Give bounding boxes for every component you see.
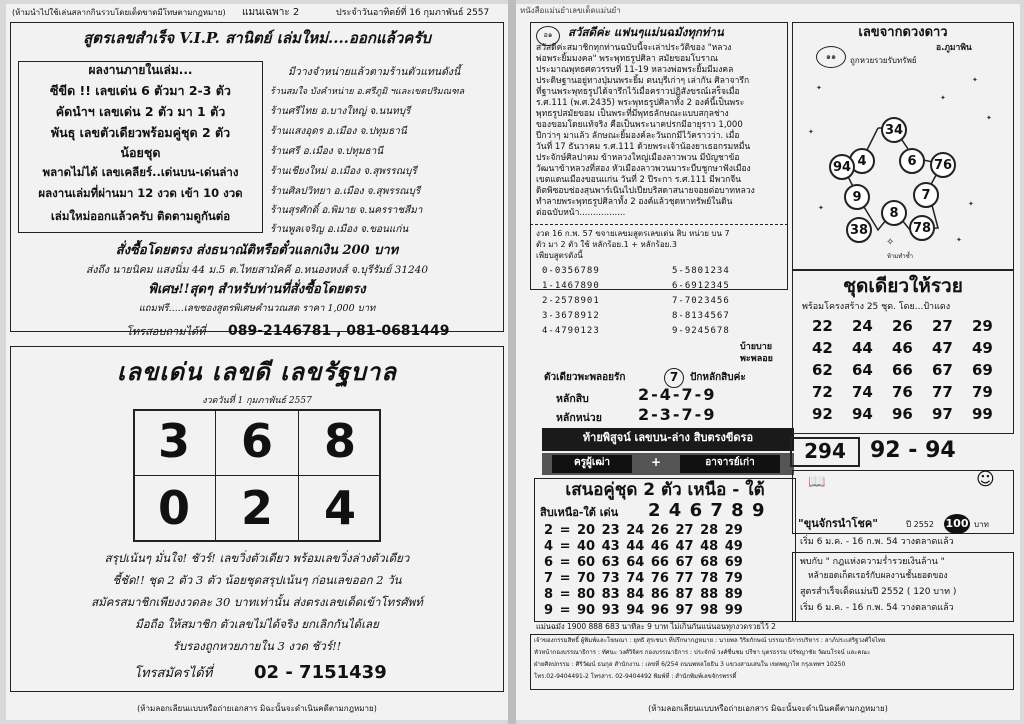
set-number: 42	[812, 339, 833, 357]
credits-line: หัวหน้ากองบรรณาธิการ : ทัศนะ วงศ์วิจิตร กองบรรณาธิการ : ประจักษ์ วงศ์ชื่นชม ปรีชา บุตรธรรม ปรัชญาชัย วัฒนโรจน์ และคณะ	[534, 649, 871, 656]
star-number: 8	[881, 200, 907, 226]
book-title: "ขุนจักรนำโชค"	[798, 517, 878, 530]
sparkle-icon: ✦	[818, 204, 824, 212]
article-line: ร.ศ.111 (พ.ศ.2435) พระพุทธรูปศิลาทั้ง 2 องค์นี้เป็นพระ	[536, 98, 745, 108]
set-number: 97	[932, 405, 953, 423]
tens-value: 2-4-7-9	[638, 385, 717, 404]
contact-label: โทรสอบถามได้ที่	[126, 325, 206, 338]
star-number: 4	[849, 148, 875, 174]
article-line: ปีกว่าๆ มาแล้ว ลักษณะยิ้มองค์ละวันถกมีไว้คราวว่า. เมื่อ	[536, 131, 740, 141]
set-number: 62	[812, 361, 833, 379]
page-gutter	[508, 0, 516, 724]
shop-item: ร้านศรีไทย อ.บางใหญ่ จ.นนทบุรี	[270, 106, 411, 117]
sparkle-icon: ✦	[986, 114, 992, 122]
pair-row: 7 = 70 73 74 76 77 78 79	[544, 571, 743, 586]
left-header-title: แมนเฉพาะ 2	[242, 7, 300, 18]
right-footer: (ห้ามลอกเลียนแบบหรือถ่ายเอกสาร มิฉะนั้นจะดำเนินคดีตามกฎหมาย)	[648, 704, 888, 713]
set-number: 72	[812, 383, 833, 401]
shop-item: ร้านเชียงใหม่ อ.เมือง จ.สุพรรณบุรี	[270, 166, 417, 177]
sparkle-icon: ✦	[972, 76, 978, 84]
left-footer: (ห้ามลอกเลียนแบบหรือถ่ายเอกสาร มิฉะนั้นจะดำเนินคดีตามกฎหมาย)	[137, 704, 377, 713]
star-brand: ถูกหวยรวยรับทรัพย์	[850, 56, 917, 65]
cartoon-icon: ☺	[976, 469, 995, 490]
apply-label: โทรสมัครได้ที่	[134, 666, 213, 681]
star-author: อ.ภูมาพิน	[936, 43, 972, 53]
draw-note: งวด 16 ก.พ. 57 ขจายเลขมสูตรเลขเด่น สิบ หน่วย บน 7	[536, 229, 730, 238]
results-line: เล่มใหม่ออกแล้วครับ ติดตามดูกันต่อ	[50, 209, 231, 223]
pick-title: ตัวเดียวพะพลอยรัก	[544, 372, 626, 383]
formula-row: 9-9245678	[672, 326, 730, 336]
banner-tag-text: อาจารย์เก่า	[705, 457, 755, 468]
sparkle-icon: ✦	[816, 84, 822, 92]
grid-digit: 8	[323, 414, 356, 468]
set-number: 69	[972, 361, 993, 379]
set-number: 92	[812, 405, 833, 423]
note-line: สมัครสมาชิกเพียงงวดละ 30 บาทเท่านั้น ส่งตรงเลขเด็ดเข้าโทรศัพท์	[91, 595, 423, 609]
fairy-icon: ✧	[886, 237, 895, 248]
sparkle-icon: ✦	[940, 94, 946, 102]
pair-row: 8 = 80 83 84 86 87 88 89	[544, 587, 743, 602]
formula-row: 0-0356789	[542, 266, 600, 276]
set-number: 66	[892, 361, 913, 379]
star-logo-icon: ๑๑	[816, 46, 846, 68]
article-line: ของขอมโดยแท้จริง คือเป็นพระนาคปรกมีอายุราว 1,000	[536, 120, 743, 130]
ad-line: เริ่ม 6 ม.ค. - 16 ก.พ. 54 วางตลาดแล้ว	[800, 603, 954, 613]
left-header-date: ประจำวันอาทิตย์ที่ 16 กุมภาพันธ์ 2557	[336, 8, 490, 18]
shop-item: ร้านสุรศักดิ์ อ.พิมาย จ.นครราชสีมา	[270, 205, 423, 216]
pair-sub-value: 2 4 6 7 8 9	[648, 500, 766, 521]
article-line: ต่อฉบับหน้า.................	[536, 208, 626, 218]
set-number: 79	[972, 383, 993, 401]
tens-label: หลักสิบ	[556, 393, 589, 405]
formula-row: 1-1467890	[542, 281, 600, 291]
grid-divider	[133, 475, 381, 476]
results-title: ผลงานภายในเล่ม...	[88, 63, 193, 77]
star-title: เลขจากดวงดาว	[858, 25, 948, 40]
set-number: 44	[852, 339, 873, 357]
book-illustration-icon: 📖	[808, 474, 826, 490]
pick-suffix: ปักหลักสิบค่ะ	[690, 372, 746, 383]
address-line: ส่งถึง นายนิคม แสงนิ่ม 44 ม.5 ต.ไทยสามัคคี อ.หนองหงส์ จ.บุรีรัมย์ 31240	[85, 264, 429, 276]
set-number: 96	[892, 405, 913, 423]
big-range: 92 - 94	[870, 438, 956, 463]
banner-plus: +	[650, 455, 662, 469]
set-number: 64	[852, 361, 873, 379]
set-number: 27	[932, 317, 953, 335]
set-number: 49	[972, 339, 993, 357]
note-line: สรุปเน้นๆ มั่นใจ! ชัวร์! เลขวิ่งตัวเดียว พร้อมเลขวิ่งล่างตัวเดียว	[104, 551, 410, 565]
grid-digit: 4	[323, 481, 356, 535]
credits-line: ฝ่ายศิลปกรรม : ศิริวัฒน์ ธนกุล สำนักงาน : เลขที่ 6/254 ถนนพหลโยธิน 3 แขวงสามเสนใน เขตพญาไท กรุงเทพฯ 10250	[534, 661, 846, 668]
formula-row: 5-5801234	[672, 266, 730, 276]
right-page	[516, 4, 1020, 720]
sparkle-icon: ✦	[956, 236, 962, 244]
set-number: 99	[972, 405, 993, 423]
apply-phone: 02 - 7151439	[254, 662, 387, 683]
set-number: 46	[892, 339, 913, 357]
formula-row: 4-4790123	[542, 326, 600, 336]
special-offer-line: พิเศษ!!สุดๆ สำหรับท่านที่สั่งซื้อโดยตรง	[148, 282, 366, 297]
pick-number: 7	[664, 368, 684, 388]
article-divider	[530, 224, 788, 225]
promo-title: สูตรเลขสำเร็จ V.I.P. สานิตย์ เล่มใหม่....ออกแล้วครับ	[83, 29, 431, 47]
shop-item: ร้านศรี อ.เมือง จ.ปทุมธานี	[270, 146, 384, 157]
star-number: 94	[829, 154, 855, 180]
pair-row: 9 = 90 93 94 96 97 98 99	[544, 603, 743, 618]
results-line: พันธุ เลขตัวเดียวพร้อมคู่ชุด 2 ตัว	[50, 125, 231, 140]
grid-digit: 2	[240, 481, 273, 535]
banner-tag-text: ครูผู้เฒ่า	[574, 457, 610, 468]
star-number: 78	[909, 215, 935, 241]
formula-row: 6-6912345	[672, 281, 730, 291]
formula-row: 2-2578901	[542, 296, 600, 306]
book-year: ปี 2552	[906, 520, 934, 529]
magazine-logo-icon: อ๑	[536, 26, 560, 46]
results-line: น้อยชุด	[120, 145, 161, 160]
lotto-title: เลขเด่น เลขดี เลขรัฐบาล	[117, 357, 397, 386]
results-line: คัดนำฯ เลขเด่น 2 ตัว มา 1 ตัว	[55, 104, 226, 119]
article-line: ที่ฐานพระพุทธรูปได้จารึกไว้เมื่อคราวปฏิสังขรณ์เสร็จเมื่อ	[536, 87, 740, 97]
star-number: 9	[844, 184, 870, 210]
gift-line: แถมฟรี.....เลขซองสูตรพิเศษคำนวณสด ราคา 1,000 บาท	[138, 303, 376, 314]
star-number: 38	[846, 217, 872, 243]
article-line: ประมาณพุทธศตวรรษที่ 11-19 หลวงพ่อพระยิ้มมีมงคล	[536, 65, 734, 75]
set-number: 67	[932, 361, 953, 379]
banner-top-text: ท้ายพิสูจน์ เลขบน-ล่าง สิบตรงขีดรอ	[582, 431, 754, 444]
star-number: 76	[930, 152, 956, 178]
formula-row: 3-3678912	[542, 311, 600, 321]
shops-title: มีวางจำหน่ายแล้วตามร้านตัวแทนดังนี้	[288, 66, 461, 78]
units-value: 2-3-7-9	[638, 405, 717, 424]
set-number: 24	[852, 317, 873, 335]
sign-author: พะพลอย	[740, 354, 773, 364]
set-number: 26	[892, 317, 913, 335]
units-label: หลักหน่วย	[556, 412, 602, 424]
article-line: เขตแดนเมืองขอนแก่น วันที่ 2 ปีระกา ร.ศ.111 มีพวกจีน	[536, 175, 742, 185]
set-number: 29	[972, 317, 993, 335]
right-header: หนังสือแม่นยำเลขเด็ดแม่นยำ	[520, 6, 621, 15]
set-number: 76	[892, 383, 913, 401]
article-line: ดิตพิซอบช่องสุนพาร์เนินไปเปียบริสดาสนายจอยต่อบาทหลวง	[536, 186, 755, 196]
set-number: 94	[852, 405, 873, 423]
set-number: 77	[932, 383, 953, 401]
pair-sub-label: สิบเหนือ-ใต้ เด่น	[540, 506, 619, 519]
credits-line: โทร.02-9404491-2 โทรสาร. 02-9404492 พิมพ์ที่ : สำนักพิมพ์เลขจักรพรรดิ์	[534, 673, 737, 680]
book-date: เริ่ม 6 ม.ค. - 16 ก.พ. 54 วางตลาดแล้ว	[800, 537, 954, 547]
results-line: ซีขีด !! เลขเด่น 6 ตัวมา 2-3 ตัว	[50, 83, 231, 98]
article-line: วันที่ 17 ธันวาคม ร.ศ.111 ด้วยพระเจ้าน้องยาเธอกรมหมื่น	[536, 142, 751, 152]
pair-row: 4 = 40 43 44 46 47 48 49	[544, 539, 743, 554]
note-line: ชี้ชัด!! ชุด 2 ตัว 3 ตัว น้อยชุดสรุปเน้นๆ ก่อนเลขออก 2 วัน	[112, 573, 402, 587]
pair-row: 6 = 60 63 64 66 67 68 69	[544, 555, 743, 570]
shop-item: ร้านแสงอุดร อ.เมือง จ.ปทุมธานี	[270, 126, 407, 137]
sparkle-icon: ✦	[808, 128, 814, 136]
pair-footer: แม่นฉมัง 1900 888 683 นาทีละ 9 บาท ไม่เกินกันแน่นอนทุกงวดรวยไว้ 2	[536, 622, 776, 631]
shop-item: ร้านศิลปวิทยา อ.เมือง จ.สุพรรณบุรี	[270, 186, 421, 197]
book-price-unit: บาท	[974, 520, 989, 529]
results-line: ผลงานเล่มที่ผ่านมา 12 งวด เข้า 10 งวด	[38, 186, 243, 200]
sign-name: บ้ายบาย	[740, 342, 773, 352]
grid-digit: 6	[240, 414, 273, 468]
article-line: พุทธรูปสมัยขอม เป็นพระที่มีพุทธลักษณะแบบสกุลช่าง	[536, 109, 729, 119]
article-line: วัฒนาข้าหลวงที่สอง หัวเมืองลาวพวนมาระบืบชูกษาฟังเมือง	[536, 164, 751, 174]
results-line: พลาดไม่ได้ เลขเคลียร์..เด่นบน-เด่นล่าง	[42, 165, 239, 179]
note-line: รับรองถูกหวยภายใน 3 งวด ชัวร์!!	[172, 639, 342, 653]
star-number: 34	[881, 117, 907, 143]
article-line: สวัสดีค่ะสมาชิกทุกท่านฉบับนี้จะเล่าประวัติของ "หลวง	[536, 43, 732, 53]
draw-note: ตัว มา 2 ตัว ใช้ หลักร้อย.1 + หลักร้อย.3	[536, 240, 677, 249]
pair-row: 2 = 20 23 24 26 27 28 29	[544, 523, 743, 538]
set-subtitle: พร้อมโครงสร้าง 25 ชุด. โดย...ป้าแดง	[802, 302, 951, 312]
ad-line: พบกับ " กฎแห่งความร่ำรวยเงินล้าน "	[800, 557, 945, 567]
article-line: ทำลายพระพุทธรูปศิลาทั้ง 2 องค์แล้วชุดหาทรัพย์ในดิน	[536, 197, 733, 207]
grid-digit: 3	[157, 414, 190, 468]
set-title: ชุดเดียวให้รวย	[843, 275, 963, 297]
article-line: ประจักษ์ศิลปาคม ข้าหลวงใหญ่เมืองลาวพวน มีบัญชาข้อ	[536, 153, 740, 163]
sparkle-icon: ✦	[968, 200, 974, 208]
set-number: 47	[932, 339, 953, 357]
book-price-badge: 100	[944, 514, 970, 534]
star-footer: ห้ามทำซ้ำ	[886, 253, 914, 260]
left-header-disclaimer: (ห้ามนำไปใช้เล่นสลากกินรวบโดยเด็ดขาดมีโทษตามกฎหมาย)	[12, 8, 226, 17]
note-line: มือถือ ให้สมาชิก ตัวเลขไม่ได้จริง ยกเลิกกันได้เลย	[135, 617, 379, 631]
big-box-number: 294	[804, 439, 846, 463]
shop-item: ร้านสมใจ บังคำหน่าย อ.ศรีภูมิ ฯและเขตปริมณฑล	[270, 87, 465, 97]
pair-title: เสนอคู่ชุด 2 ตัว เหนือ - ใต้	[565, 480, 765, 500]
left-page	[6, 4, 508, 720]
formula-row: 7-7023456	[672, 296, 730, 306]
star-number: 6	[899, 148, 925, 174]
shop-item: ร้านพูลเจริญ อ.เมือง จ.ขอนแก่น	[270, 224, 409, 235]
article-line: ประดิษฐานอยู่ทางปุ่มนพระยิ้ม ตนบุรีเก่าๆ เล่ากัน ศิลาจารึก	[536, 76, 750, 86]
greeting-title: สวัสดีค่ะ แฟนๆแม่นฉมังทุกท่าน	[568, 25, 724, 39]
formula-row: 8-8134567	[672, 311, 730, 321]
set-number: 74	[852, 383, 873, 401]
ad-line: หล้ายอดเก็ตเรอร์กับผลงานชั้นยอดของ	[808, 571, 948, 581]
article-line: พ่อพระยิ้มมงคล" พระพุทธรูปศิลา สมัยขอมโบราณ	[536, 54, 718, 64]
order-line: สั่งซื้อโดยตรง ส่งธนาณัติหรือตั๋วแลกเงิน 200 บาท	[115, 243, 399, 258]
draw-note: เพียบสูตรดังนี้	[536, 251, 583, 260]
contact-phones: 089-2146781 , 081-0681449	[228, 323, 450, 339]
star-number: 7	[913, 182, 939, 208]
ad-line: สูตรสำเร็จเด็ดแม่นปี 2552 ( 120 บาท )	[800, 587, 957, 597]
credits-line: เจ้าของกรรมสิทธิ์ ผู้พิมพ์และโฆษณา : ยุทธิ สุรเชนา ที่ปรึกษากฎหมาย : นายพล วิริยกักษณ์ บรรณาธิการบริหาร : ลาภ์ประเสริฐวงศ์ใจไทย	[534, 637, 886, 644]
grid-digit: 0	[157, 481, 190, 535]
lotto-date: งวดวันที่ 1 กุมภาพันธ์ 2557	[202, 396, 312, 406]
set-number: 22	[812, 317, 833, 335]
